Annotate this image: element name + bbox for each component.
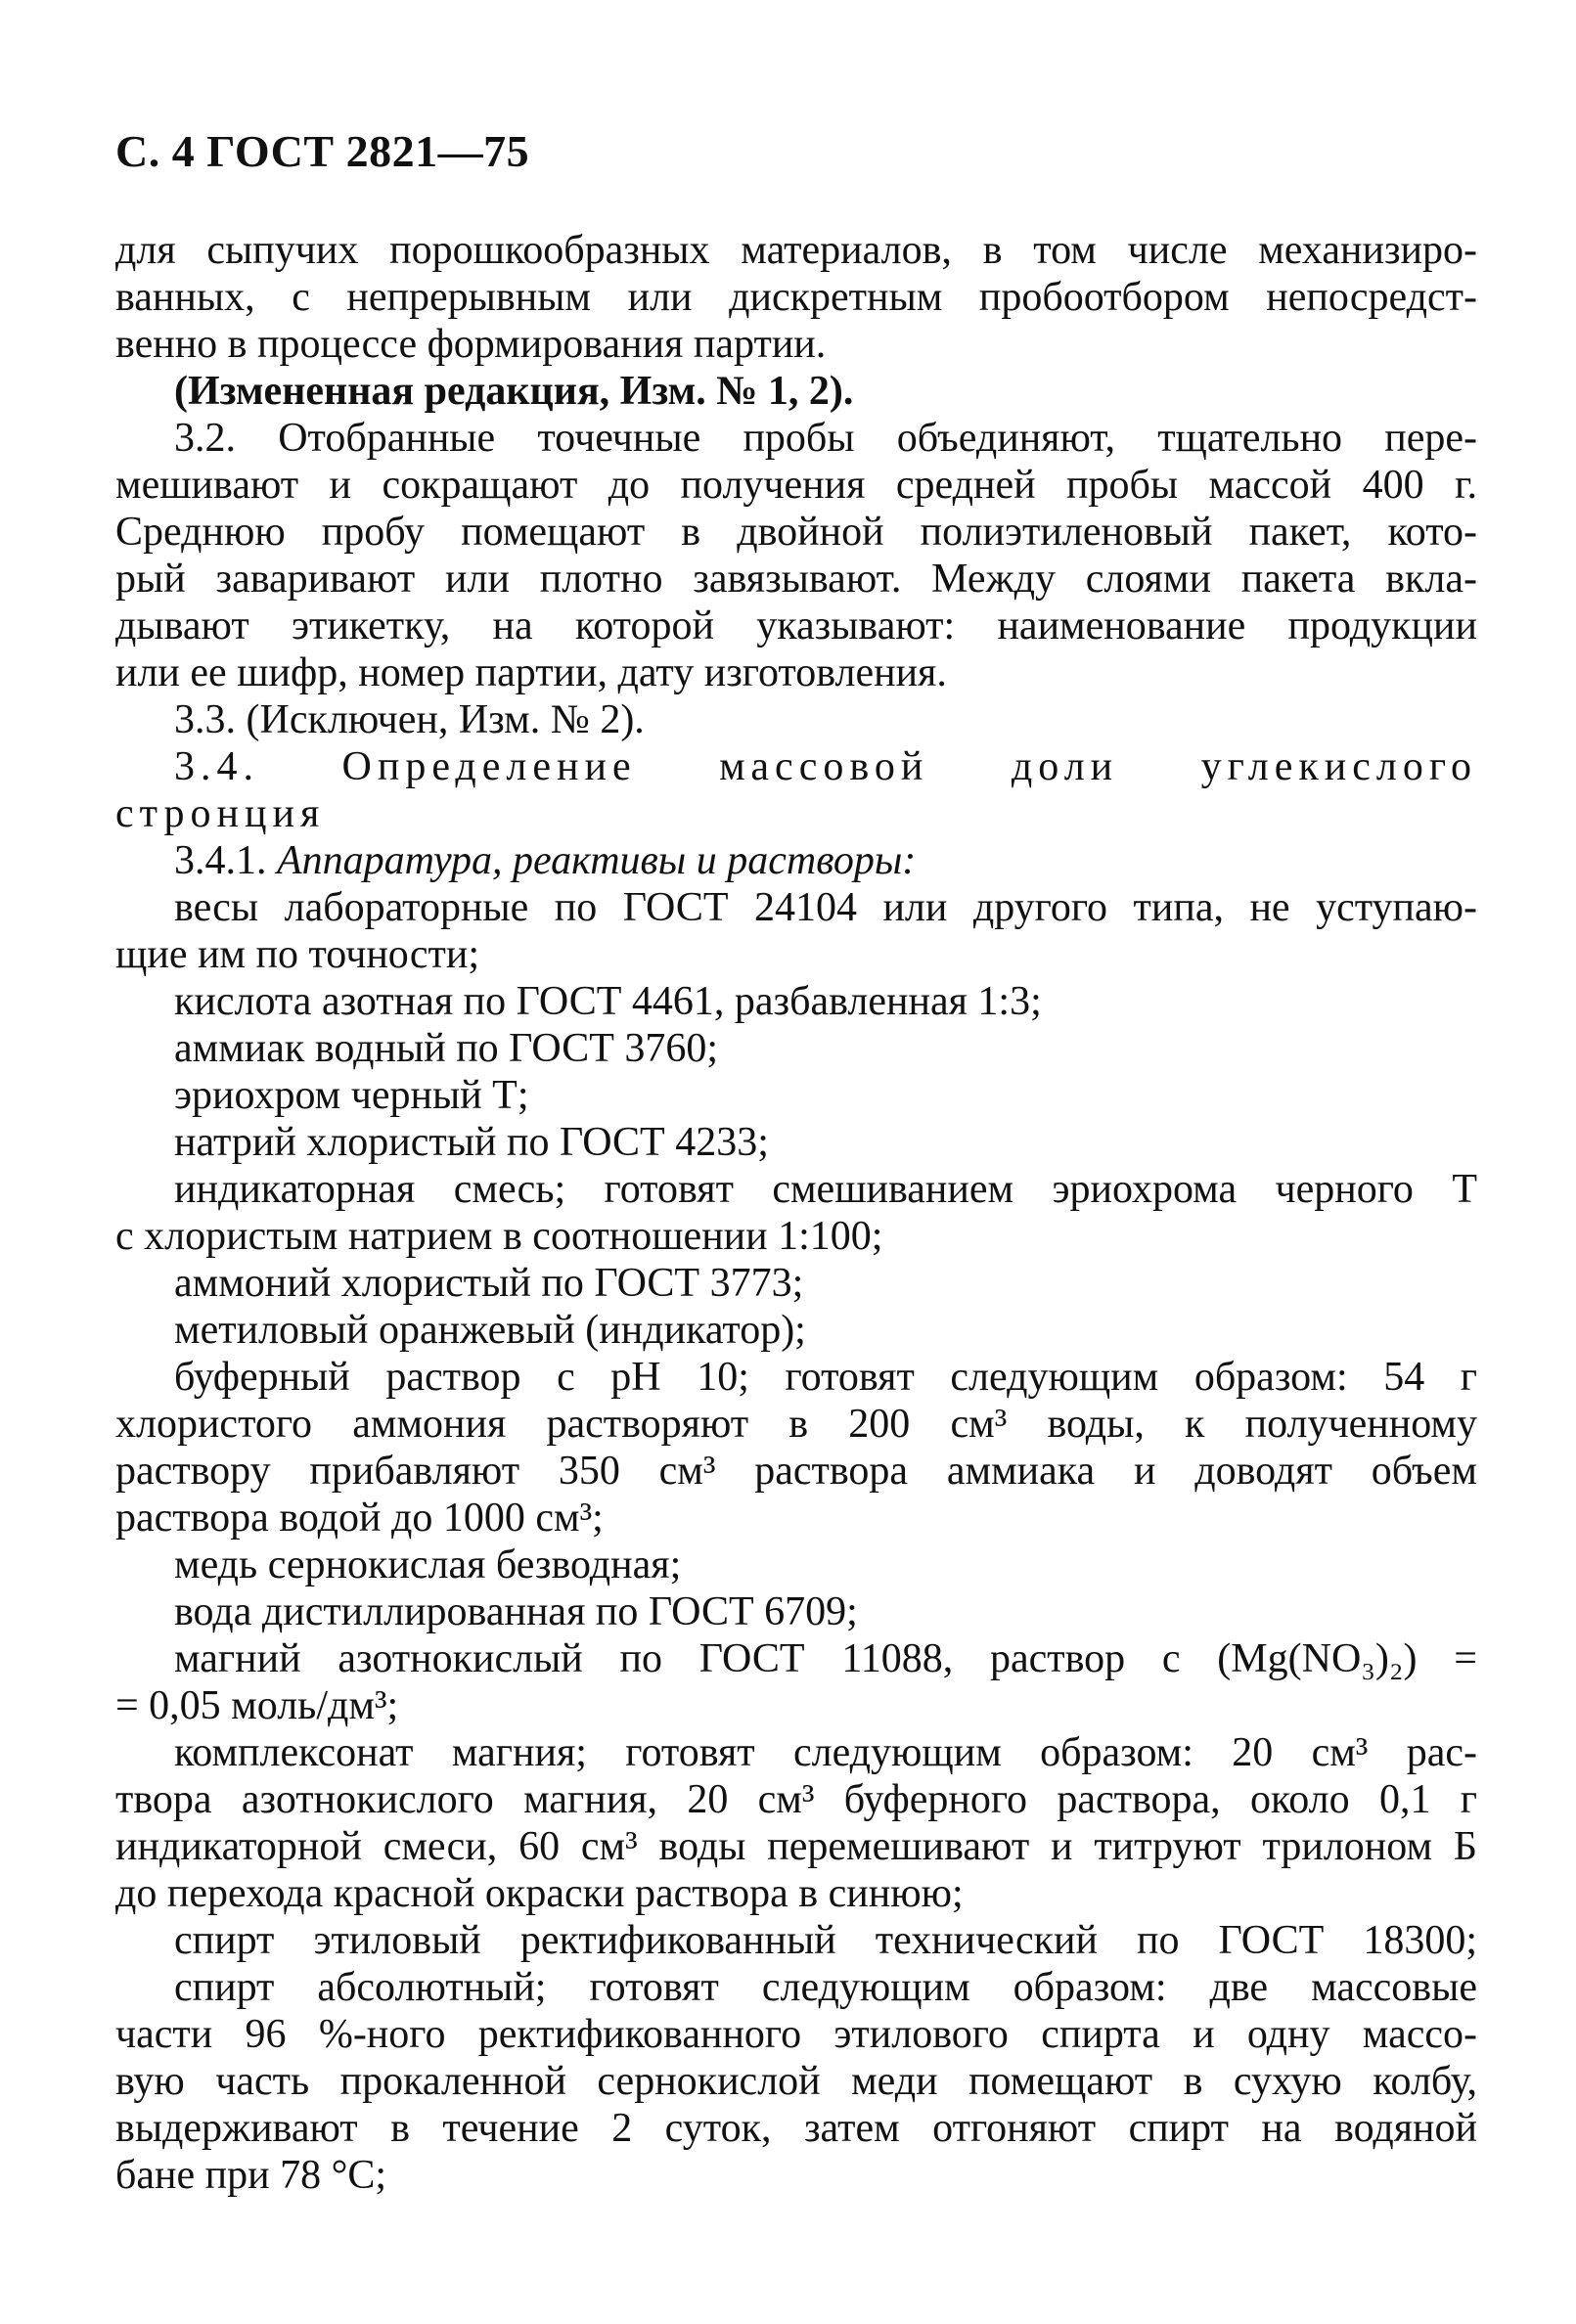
text-line: 3.2. Отобранные точечные пробы объединяют, тщательно пере- [174,416,1477,461]
text-line: магний азотнокислый по ГОСТ 11088, раствор c (Mg(NO₃)₂) = [174,1636,1477,1681]
text-line: спирт этиловый ректификованный технический по ГОСТ 18300; [174,1918,1477,1963]
text-line: медь сернокислая безводная; [174,1542,682,1587]
text-line: (Измененная редакция, Изм. № 1, 2). [174,369,854,414]
text-line: с хлористым натрием в соотношении 1:100; [115,1214,883,1259]
text-line: = 0,05 моль/дм³; [115,1683,399,1728]
text-line: комплексонат магния; готовят следующим образом: 20 см³ рас- [174,1730,1477,1775]
text-line: хлористого аммония растворяют в 200 см³ воды, к полученному [115,1402,1477,1447]
text-line: эриохром черный Т; [174,1073,529,1118]
text-line: вую часть прокаленной сернокислой меди помещают в сухую колбу, [115,2059,1477,2104]
text-line: раствору прибавляют 350 см³ раствора аммиака и доводят объем [115,1449,1477,1494]
text-line: вода дистиллированная по ГОСТ 6709; [174,1589,858,1634]
text-line: или ее шифр, номер партии, дату изготовления. [115,650,947,695]
text-line: твора азотнокислого магния, 20 см³ буферного раствора, около 0,1 г [115,1777,1477,1822]
text-line: аммиак водный по ГОСТ 3760; [174,1026,719,1071]
text-line: аммоний хлористый по ГОСТ 3773; [174,1261,804,1306]
text-line: индикаторная смесь; готовят смешиванием эриохрома черного Т [174,1167,1477,1212]
text-line: ванных, с непрерывным или дискретным пробоотбором непосредст- [115,275,1477,320]
text-line: стронция [115,791,326,836]
text-line: бане при 78 °С; [115,2153,387,2198]
text-line: 3.4.1. Аппаратура, реактивы и растворы: [174,838,917,883]
text-line: натрий хлористый по ГОСТ 4233; [174,1120,769,1165]
text-line: щие им по точности; [115,932,479,977]
page-header: С. 4 ГОСТ 2821—75 [115,126,530,176]
text-line: спирт абсолютный; готовят следующим образом: две массовые [174,1965,1477,2010]
text-line: для сыпучих порошкообразных материалов, в том числе механизиро- [115,228,1477,273]
text-line: раствора водой до 1000 см³; [115,1496,604,1541]
subsection-title: Аппаратура, реактивы и растворы: [277,838,917,883]
text-line: рый заваривают или плотно завязывают. Между слоями пакета вкла- [115,557,1477,602]
text-line: части 96 %-ного ректификованного этилового спирта и одну массо- [115,2012,1477,2057]
text-line: 3.4. Определение массовой доли углекислого [174,744,1477,789]
text-line: кислота азотная по ГОСТ 4461, разбавленная 1:3; [174,979,1042,1024]
text-line: венно в процессе формирования партии. [115,322,827,367]
text-line: весы лабораторные по ГОСТ 24104 или другого типа, не уступаю- [174,885,1477,930]
text-line: до перехода красной окраски раствора в синюю; [115,1871,964,1916]
text-line: Среднюю пробу помещают в двойной полиэтиленовый пакет, кото- [115,510,1477,555]
text-line: индикаторной смеси, 60 см³ воды перемешивают и титруют трилоном Б [115,1824,1477,1869]
text-line: буферный раствор с рН 10; готовят следующим образом: 54 г [174,1355,1477,1400]
text-line: выдерживают в течение 2 суток, затем отгоняют спирт на водяной [115,2106,1477,2151]
text-line: мешивают и сокращают до получения средней пробы массой 400 г. [115,463,1477,508]
document-body [115,227,1477,2199]
text-line: дывают этикетку, на которой указывают: наименование продукции [115,603,1477,648]
text-line: метиловый оранжевый (индикатор); [174,1308,806,1353]
text-line: 3.3. (Исключен, Изм. № 2). [174,697,645,742]
